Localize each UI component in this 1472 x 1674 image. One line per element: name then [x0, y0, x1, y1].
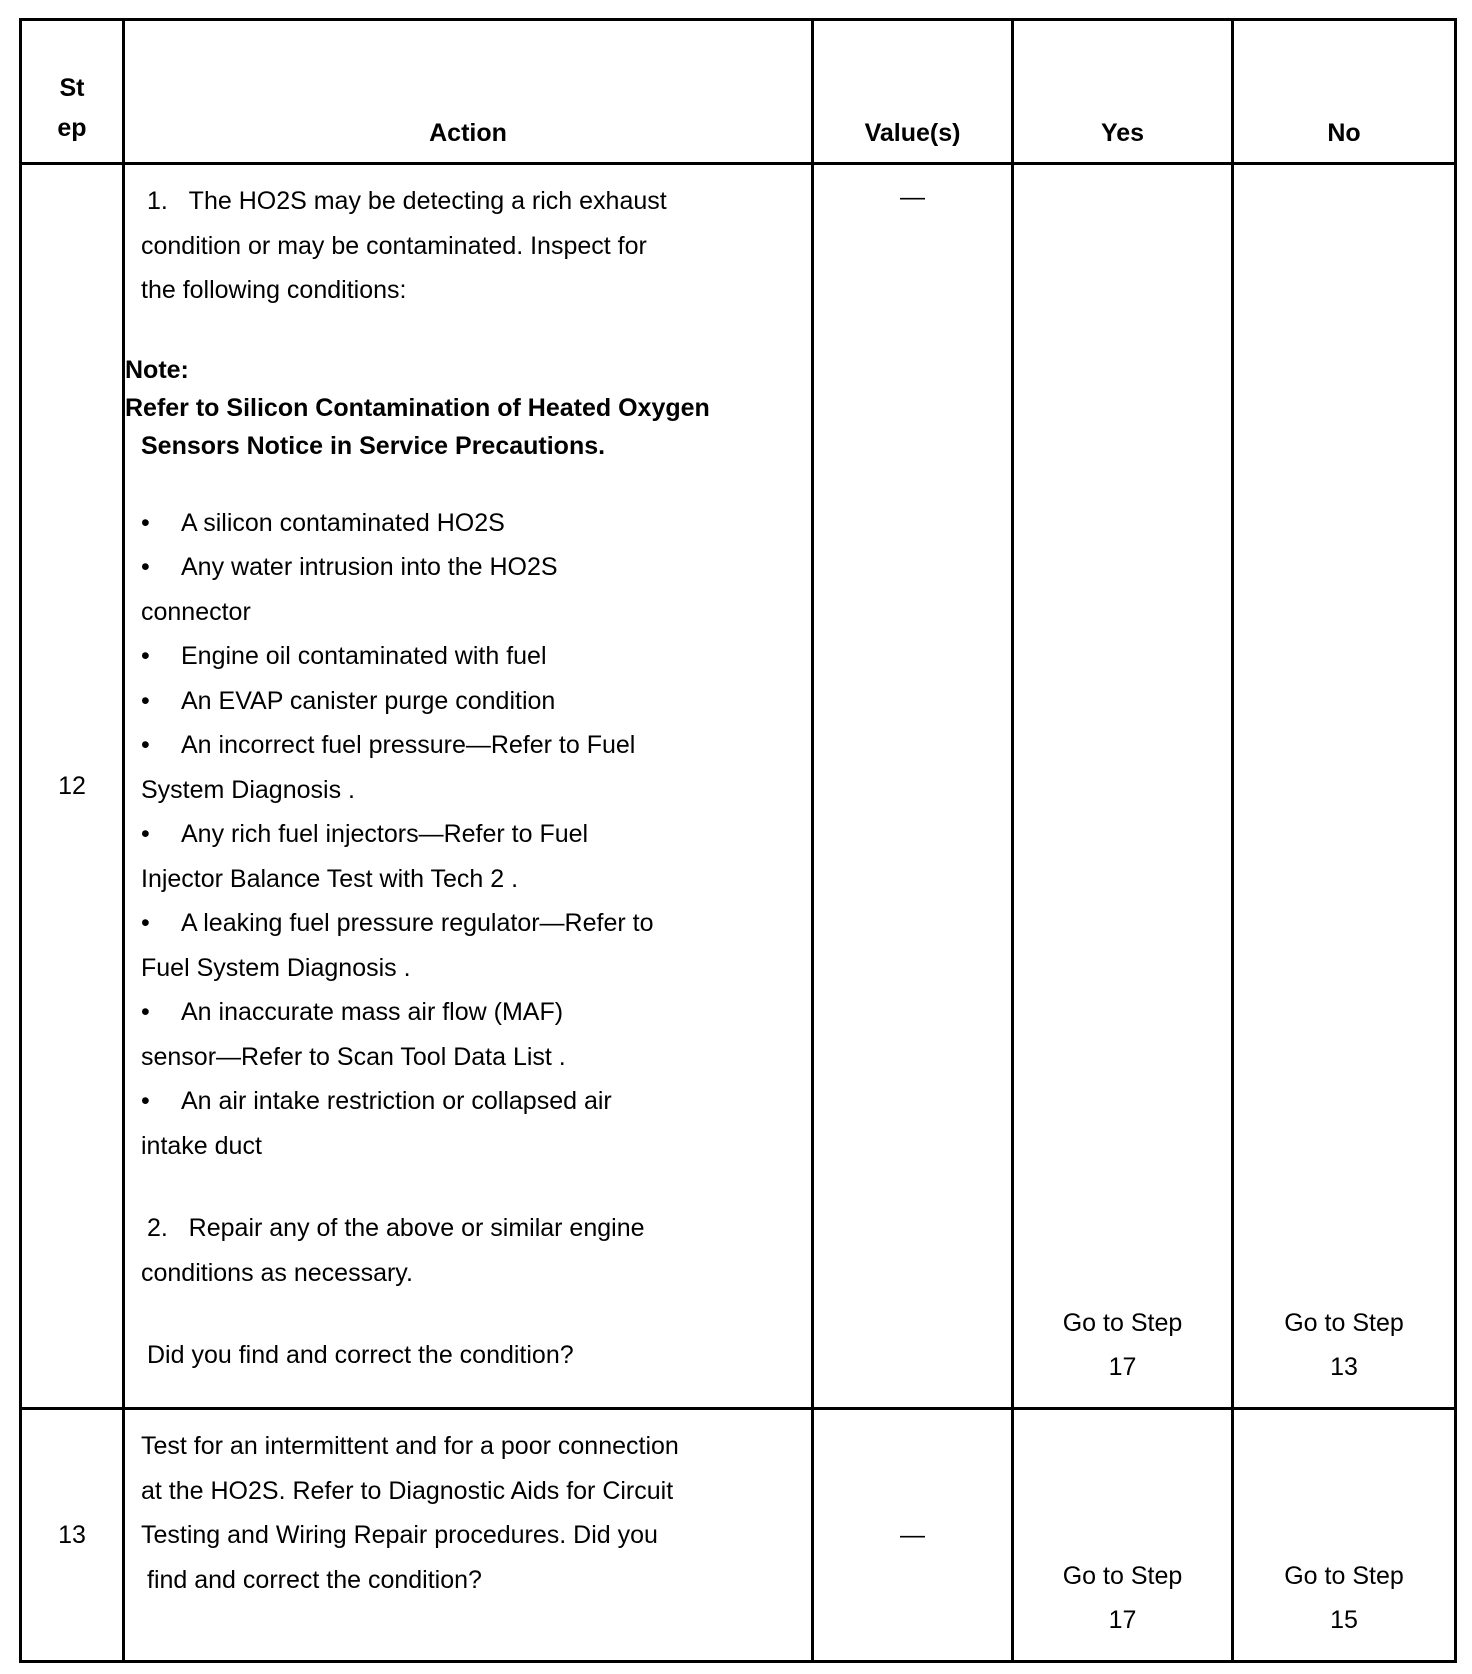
list-item-text: Engine oil contaminated with fuel: [181, 642, 547, 670]
bullet-icon: •: [141, 553, 150, 581]
bullet-icon: •: [141, 909, 150, 937]
action-cell: [124, 164, 813, 1409]
bullet-icon: •: [141, 1087, 150, 1115]
list-item-text: An inaccurate mass air flow (MAF): [181, 998, 564, 1026]
item-1-line-2: condition or may be contaminated. Inspect for: [141, 231, 647, 260]
list-item-continuation: Injector Balance Test with Tech 2 .: [141, 864, 519, 893]
bullet-icon: •: [141, 731, 150, 759]
action-line-2: at the HO2S. Refer to Diagnostic Aids for Circuit: [141, 1476, 674, 1505]
condition-list: [125, 501, 799, 1169]
list-item-continuation: intake duct: [141, 1131, 262, 1160]
note-label: Note:: [125, 355, 189, 384]
item-2-line-2: conditions as necessary.: [141, 1258, 413, 1287]
action-line-1: Test for an intermittent and for a poor connection: [141, 1432, 679, 1460]
list-item-continuation: sensor—Refer to Scan Tool Data List .: [141, 1042, 566, 1071]
list-item: [125, 990, 799, 1035]
list-item-continuation: System Diagnosis .: [141, 775, 355, 804]
yes-cell: Go to Step 17: [1013, 1409, 1233, 1662]
list-item-continuation: Fuel System Diagnosis .: [141, 953, 411, 982]
step-number: 13: [21, 1409, 124, 1662]
header-values: Value(s): [813, 20, 1013, 164]
item-1-line-1: 1. The HO2S may be detecting a rich exhaust: [147, 187, 667, 215]
list-item: [125, 1079, 799, 1124]
list-item-text: A silicon contaminated HO2S: [181, 508, 505, 537]
list-item-text: A leaking fuel pressure regulator—Refer to: [181, 909, 654, 937]
list-item: [125, 901, 799, 946]
list-item-text: Any rich fuel injectors—Refer to Fuel: [181, 820, 589, 848]
header-row: [21, 20, 1456, 164]
value-cell: —: [813, 164, 1013, 1409]
question-text: Did you find and correct the condition?: [147, 1341, 574, 1369]
table-row-step-12: [21, 164, 1456, 1409]
action-line-3: Testing and Wiring Repair procedures. Did you: [141, 1521, 658, 1549]
action-line-4: find and correct the condition?: [147, 1565, 482, 1594]
bullet-icon: •: [141, 642, 150, 670]
bullet-icon: •: [141, 686, 150, 715]
list-item: [125, 679, 799, 724]
list-item: [125, 501, 799, 546]
list-item-text: An incorrect fuel pressure—Refer to Fuel: [181, 731, 636, 759]
bullet-icon: •: [141, 508, 150, 537]
action-cell: [124, 1409, 813, 1662]
header-action: Action: [124, 20, 813, 164]
bullet-icon: •: [141, 998, 150, 1026]
list-item: [125, 545, 799, 590]
bullet-icon: •: [141, 820, 150, 848]
yes-cell: Go to Step 17: [1013, 164, 1233, 1409]
header-step: St ep: [21, 20, 124, 164]
item-2-line-1: 2. Repair any of the above or similar engine: [147, 1214, 645, 1242]
header-no: No: [1233, 20, 1456, 164]
list-item-continuation: connector: [141, 597, 251, 626]
item-1-line-3: the following conditions:: [141, 276, 407, 304]
list-item-text: An EVAP canister purge condition: [181, 686, 556, 715]
list-item-text: An air intake restriction or collapsed air: [181, 1087, 612, 1115]
list-item-text: Any water intrusion into the HO2S: [181, 553, 558, 581]
no-cell: Go to Step 13: [1233, 164, 1456, 1409]
list-item: [125, 634, 799, 679]
table-row-step-13: [21, 1409, 1456, 1662]
no-cell: Go to Step 15: [1233, 1409, 1456, 1662]
note-line-2: Sensors Notice in Service Precautions.: [141, 431, 606, 460]
value-cell: —: [813, 1409, 1013, 1662]
step-number: 12: [21, 164, 124, 1409]
header-yes: Yes: [1013, 20, 1233, 164]
diagnostic-table: [19, 18, 1457, 1663]
list-item: [125, 723, 799, 768]
list-item: [125, 812, 799, 857]
note-line-1: Refer to Silicon Contamination of Heated Oxygen: [125, 393, 710, 422]
